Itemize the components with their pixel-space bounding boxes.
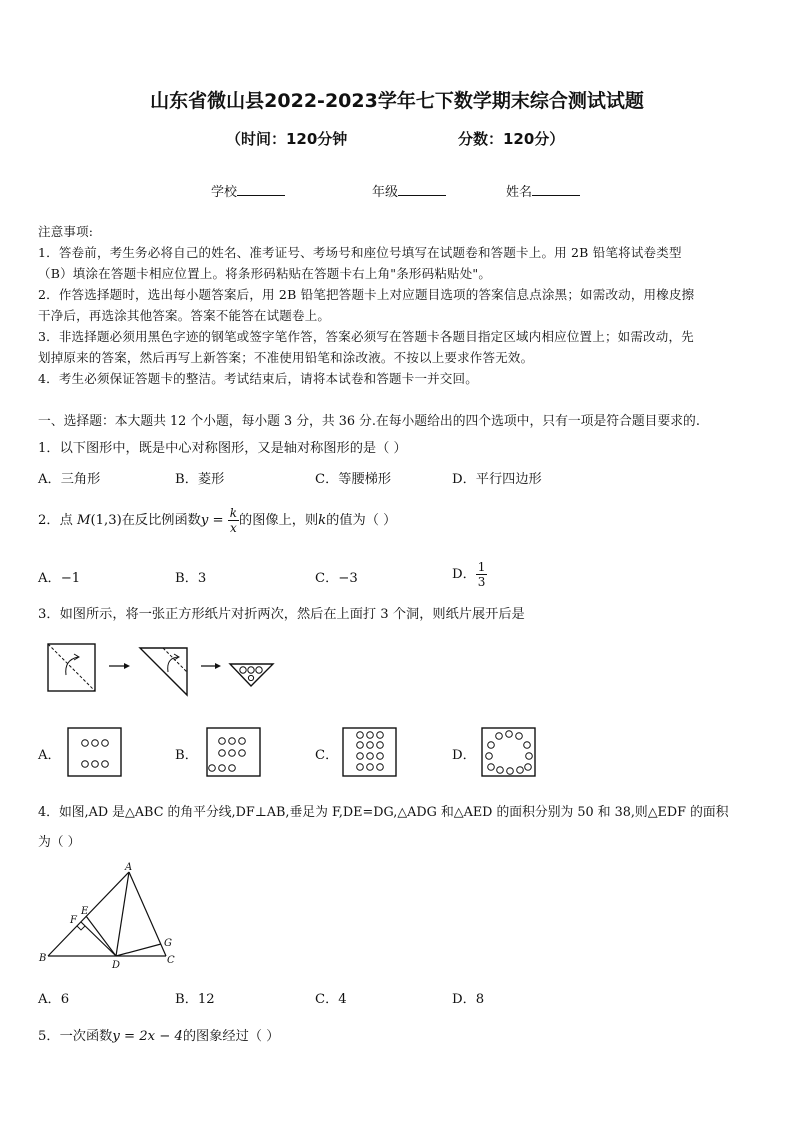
q3-option-a-square	[68, 728, 121, 776]
q2-option-a: A．−1	[38, 571, 81, 586]
step-arrowhead-icon	[215, 663, 221, 669]
notes-line: 1．答卷前，考生务必将自己的姓名、准考证号、考场号和座位号填写在试题卷和答题卡上。用 2B 铅笔将试卷类型	[38, 245, 682, 260]
q5-stem	[38, 1025, 758, 1044]
q1-stem: 1．以下图形中，既是中心对称图形，又是轴对称图形的是（ ）	[38, 441, 407, 456]
exam-score: 分数：120分）	[458, 130, 565, 148]
hole	[240, 667, 246, 673]
hole	[256, 667, 262, 673]
q2-optd-den: 3	[477, 575, 486, 589]
q2-suffix1: 的图像上，则	[239, 513, 319, 528]
q3-option-c-square	[343, 728, 396, 776]
name-field	[506, 181, 580, 200]
q2-frac-num: k	[229, 506, 238, 520]
q2-mid: 在反比例函数	[121, 513, 201, 528]
fold-arrow-icon	[66, 657, 78, 675]
page-title: 山东省微山县2022-2023学年七下数学期末综合测试试题	[150, 90, 644, 112]
q1-option-a: A．三角形	[38, 472, 101, 487]
step-arrowhead-icon	[124, 663, 130, 669]
q3-option-b-label: B．	[175, 748, 198, 763]
q4-option-a: A．6	[38, 992, 70, 1007]
fold-arrow-icon	[168, 657, 178, 672]
q2-coords: (1,3)	[90, 513, 122, 528]
segment-de	[86, 916, 116, 956]
q2-eq: =	[208, 513, 228, 528]
point-label-d: D	[112, 960, 121, 971]
q5-prefix: 5．一次函数	[38, 1029, 113, 1044]
side-ac	[129, 872, 166, 956]
grade-label: 年级	[372, 185, 399, 200]
school-field	[211, 181, 285, 200]
point-label-g: G	[164, 938, 172, 949]
notes-line: 4．考生必须保证答题卡的整洁。考试结束后，请将本试卷和答题卡一并交回。	[38, 371, 478, 386]
side-ab	[48, 872, 129, 956]
q2-point: M	[76, 513, 91, 528]
q2-optd-num: 1	[477, 560, 486, 574]
q3-option-d-square	[482, 728, 535, 776]
q5-function: y = 2x − 4	[112, 1029, 183, 1044]
notes-line: 划掉原来的答案，然后再写上新答案；不准使用铅笔和涂改液。不按以上要求作答无效。	[38, 350, 534, 365]
q3-option-c-label: C．	[315, 748, 339, 763]
q2-stem	[38, 506, 758, 536]
section-heading: 一、选择题：本大题共 12 个小题，每小题 3 分，共 36 分.在每小题给出的四个选项中，只有一项是符合题目要求的.	[38, 414, 700, 429]
hole	[248, 675, 253, 680]
segment-dg	[116, 944, 161, 956]
q2-option-d-label: D．	[452, 567, 476, 582]
q1-option-c: C．等腰梯形	[315, 472, 392, 487]
point-label-f: F	[70, 915, 77, 926]
folded-triangle	[140, 648, 187, 695]
point-label-e: E	[81, 906, 89, 917]
point-label-b: B	[39, 953, 47, 964]
q4-option-c: C．4	[315, 992, 347, 1007]
notes-line: 干净后，再选涂其他答案。答案不能答在试题卷上。	[38, 308, 331, 323]
q2-option-d-fraction	[476, 560, 488, 589]
q4-option-b: B．12	[175, 992, 215, 1007]
point-label-c: C	[167, 955, 175, 966]
q1-option-d: D．平行四边形	[452, 472, 542, 487]
segment-df	[81, 922, 116, 956]
school-blank	[237, 183, 285, 196]
bisector-ad	[116, 872, 129, 956]
notes-block	[38, 221, 758, 389]
q2-frac-den: x	[230, 521, 237, 535]
notes-line: 3．非选择题必须用黑色字迹的钢笔或签字笔作答，答案必须写在答题卡各题目指定区域内相应位置上；如需改动，先	[38, 329, 694, 344]
notes-line: 2．作答选择题时，选出每小题答案后，用 2B 铅笔把答题卡上对应题目选项的答案信息点涂黑；如需改动，用橡皮擦	[38, 287, 695, 302]
q2-prefix: 2．点	[38, 513, 73, 528]
q3-option-a-label: A．	[38, 748, 61, 763]
q3-option-d-label: D．	[452, 748, 476, 763]
q4-triangle-figure	[30, 860, 230, 980]
grade-blank	[398, 183, 446, 196]
q2-suffix2: 的值为（ ）	[326, 513, 397, 528]
q2-fraction	[228, 506, 239, 535]
school-label: 学校	[211, 185, 238, 200]
q4-option-d: D．8	[452, 992, 485, 1007]
point-label-a: A	[125, 862, 133, 873]
grade-field	[372, 181, 446, 200]
q5-suffix: 的图象经过（ ）	[182, 1029, 280, 1044]
fold-line	[48, 644, 95, 691]
q4-stem-line1: 4．如图,AD 是△ABC 的角平分线,DF⊥AB,垂足为 F,DE=DG,△ADG 和△AED 的面积分别为 50 和 38,则△EDF 的面积	[38, 805, 729, 820]
second-fold-line	[163, 648, 187, 672]
q2-y: y	[200, 513, 209, 528]
q2-option-d	[452, 558, 487, 592]
q4-stem-line2: 为（ ）	[38, 835, 81, 850]
q2-k: k	[318, 513, 327, 528]
q1-option-b: B．菱形	[175, 472, 225, 487]
hole	[248, 667, 254, 673]
notes-line: （B）填涂在答题卡相应位置上。将条形码粘贴在答题卡右上角"条形码粘贴处"。	[38, 266, 492, 281]
notes-heading: 注意事项:	[38, 224, 94, 239]
right-angle-mark	[77, 926, 85, 930]
q3-folding-figure	[0, 630, 794, 770]
name-blank	[532, 183, 580, 196]
q2-option-c: C．−3	[315, 571, 358, 586]
q2-option-b: B．3	[175, 571, 207, 586]
name-label: 姓名	[506, 185, 533, 200]
exam-time: （时间：120分钟	[226, 130, 348, 148]
q3-stem: 3．如图所示，将一张正方形纸片对折两次，然后在上面打 3 个洞，则纸片展开后是	[38, 607, 525, 622]
